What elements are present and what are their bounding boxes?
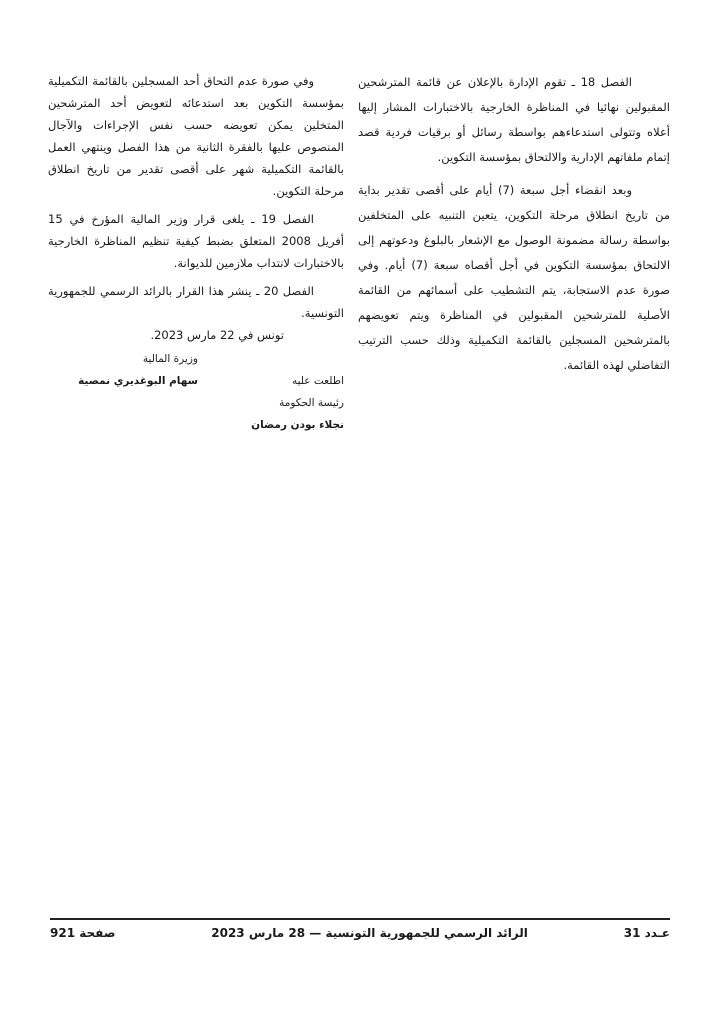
minister-name: سهام البوغديري نمصية [78,375,198,387]
signing-date: تونس في 22 مارس 2023. [150,328,284,342]
article-18-second-paragraph: وبعد انقضاء أجل سبعة (7) أيام على أقصى تقدير بداية من تاريخ انطلاق مرحلة التكوين، يتعين التنبيه على المتخلفين بواسطة رسالة مضمونة الوصول مع الإشعار بالبلوغ ودعوتهم إلى الالتحاق بمؤسسة التكوين في أجل أقصاه سبعة (7) أيام. وفي صورة عدم الاستجابة، يتم التشطيب على أسمائهم من القائمة الأصلية للمترشحين المقبولين في المناظرة ويتم تعويضهم بالمترشحين المسجلين بالقائمة التكميلية وذلك حسب الترتيب التفاضلي لهذه القائمة. [358,183,671,372]
page-footer [50,923,670,943]
prime-minister-name: نجلاء بودن رمضان [251,419,344,431]
signature-block [48,348,344,436]
seen-label: اطلعت عليه [291,375,344,387]
right-column [358,70,670,386]
prime-minister-title: رئيسة الحكومة [279,397,344,409]
article-18-third-paragraph: وفي صورة عدم التحاق أحد المسجلين بالقائمة التكميلية بمؤسسة التكوين بعد استدعائه لتعويض أحد المترشحين المتخلين يمكن تعويضه حسب نفس الإجراءات والآجال المنصوص عليها بالفقرة الثانية من هذا الفصل وينتهي العمل بالقائمة التكميلية شهر على أقصى تقدير من تاريخ انطلاق مرحلة التكوين. [48,74,344,198]
article-20-paragraph: الفصل 20 ـ ينشر هذا القرار بالرائد الرسمي للجمهورية التونسية. [48,284,344,320]
left-column [48,70,344,436]
minister-title: وزيرة المالية [142,353,198,365]
page-number: صفحة 921 [50,926,116,940]
issue-number: عـدد 31 [623,926,670,940]
footer-rule [50,918,670,920]
article-18-paragraph: الفصل 18 ـ تقوم الإدارة بالإعلان عن قائمة المترشحين المقبولين نهائيا في المناظرة الخارجية بالاختبارات المشار إليها أعلاه وتتولى استدعاءهم بواسطة رسائل أو برقيات فردية قصد إتمام ملفاتهم الإدارية والالتحاق بمؤسسة التكوين. [358,75,670,164]
article-19-paragraph: الفصل 19 ـ يلغى قرار وزير المالية المؤرخ في 15 أفريل 2008 المتعلق بضبط كيفية تنظيم المناظرة الخارجية بالاختبارات لانتداب ملازمين للديوانة. [48,212,345,270]
journal-title: الرائد الرسمي للجمهورية التونسية — 28 مارس 2023 [211,926,528,940]
